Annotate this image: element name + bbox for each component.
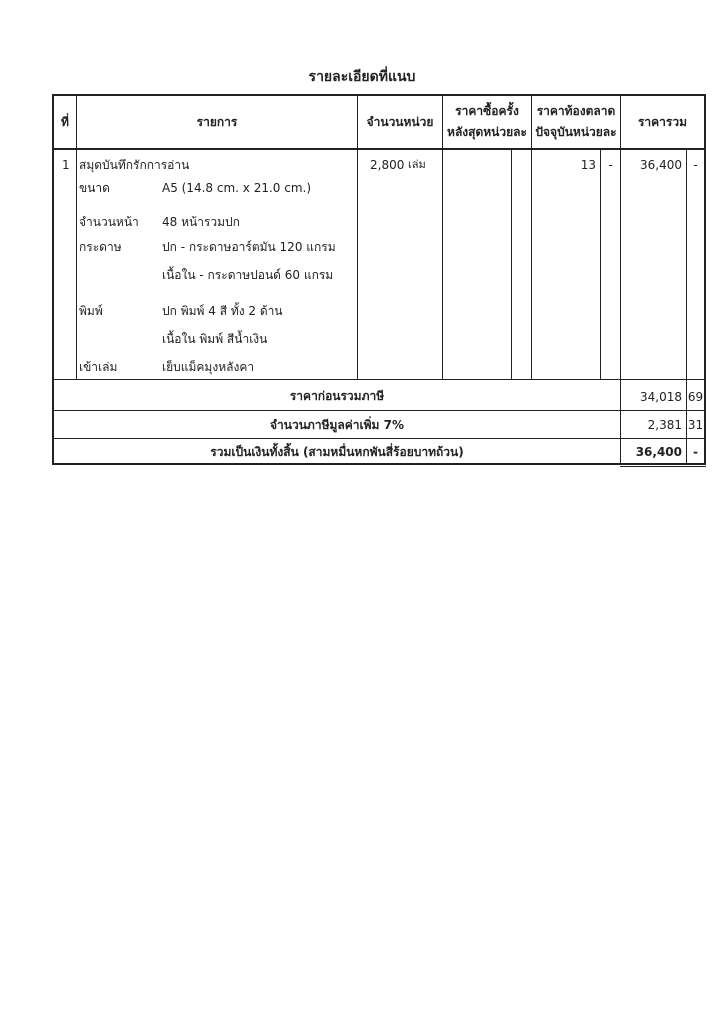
col-divider-market: [620, 94, 621, 465]
header-qty: จำนวนหน่วย: [366, 115, 434, 129]
row-qty-number: 2,800: [370, 158, 405, 172]
row-total-satang: -: [693, 158, 698, 172]
spec-value-print-inner: เนื้อใน พิมพ์ สีน้ำเงิน: [162, 332, 268, 346]
vat-satang: 31: [687, 418, 704, 432]
row-qty-unit: เล่ม: [408, 158, 426, 171]
pretax-label: ราคาก่อนรวมภาษี: [289, 389, 385, 403]
spec-label-pages: จำนวนหน้า: [79, 215, 139, 229]
document-title: รายละเอียดที่แนบ: [308, 69, 416, 85]
vat-label: จำนวนภาษีมูลค่าเพิ่ม 7%: [270, 418, 404, 432]
pretax-baht: 34,018: [640, 390, 682, 404]
header-item: รายการ: [196, 115, 238, 129]
header-last-price-line1: ราคาซื้อครั้ง: [455, 104, 519, 118]
double-underline: [620, 466, 706, 467]
col-divider-no: [76, 94, 77, 379]
header-last-price-line2: หลังสุดหน่วยละ: [447, 125, 527, 139]
subdiv-market: [600, 149, 601, 379]
spec-value-print-cover: ปก พิมพ์ 4 สี ทั้ง 2 ด้าน: [162, 304, 283, 318]
row-market-satang: -: [608, 158, 613, 172]
header-bottom-border: [52, 148, 706, 150]
table-left-border: [52, 94, 54, 465]
spec-value-pages: 48 หน้ารวมปก: [162, 215, 240, 229]
header-total: ราคารวม: [637, 115, 688, 129]
price-table: [52, 94, 706, 464]
header-market-line2: ปัจจุบันหน่วยละ: [535, 125, 617, 139]
header-no: ที่: [61, 115, 69, 129]
grand-total-label: รวมเป็นเงินทั้งสิ้น (สามหมื่นหกพันสี่ร้อยบาทถ้วน): [210, 445, 464, 459]
grand-total-satang: -: [693, 445, 698, 459]
spec-value-binding: เย็บแม็คมุงหลังคา: [162, 360, 255, 374]
row-no: 1: [62, 158, 70, 172]
spec-value-paper-inner: เนื้อใน - กระดาษปอนด์ 60 แกรม: [162, 268, 334, 282]
spec-label-paper: กระดาษ: [79, 240, 122, 254]
row-total-baht: 36,400: [640, 158, 682, 172]
spec-label-size: ขนาด: [79, 181, 110, 195]
spec-label-binding: เข้าเล่ม: [79, 360, 118, 374]
table-right-border: [704, 94, 706, 465]
spec-value-paper-cover: ปก - กระดาษอาร์ตมัน 120 แกรม: [162, 240, 336, 254]
table-top-border: [52, 94, 706, 96]
vat-baht: 2,381: [647, 418, 682, 432]
item-bottom-border: [52, 379, 706, 380]
pretax-satang: 69: [687, 390, 704, 404]
header-market-line1: ราคาท้องตลาด: [536, 104, 616, 118]
spec-label-print: พิมพ์: [79, 304, 103, 318]
col-divider-item: [357, 94, 358, 379]
grand-total-baht: 36,400: [635, 445, 682, 459]
spec-value-size: A5 (14.8 cm. x 21.0 cm.): [162, 181, 312, 195]
row-market-baht: 13: [580, 158, 596, 172]
vat-bottom-border: [52, 438, 706, 439]
subdiv-last: [511, 149, 512, 379]
pretax-bottom-border: [52, 410, 706, 411]
row-item-name: สมุดบันทึกรักการอ่าน: [79, 158, 190, 172]
table-bottom-border: [52, 463, 706, 465]
